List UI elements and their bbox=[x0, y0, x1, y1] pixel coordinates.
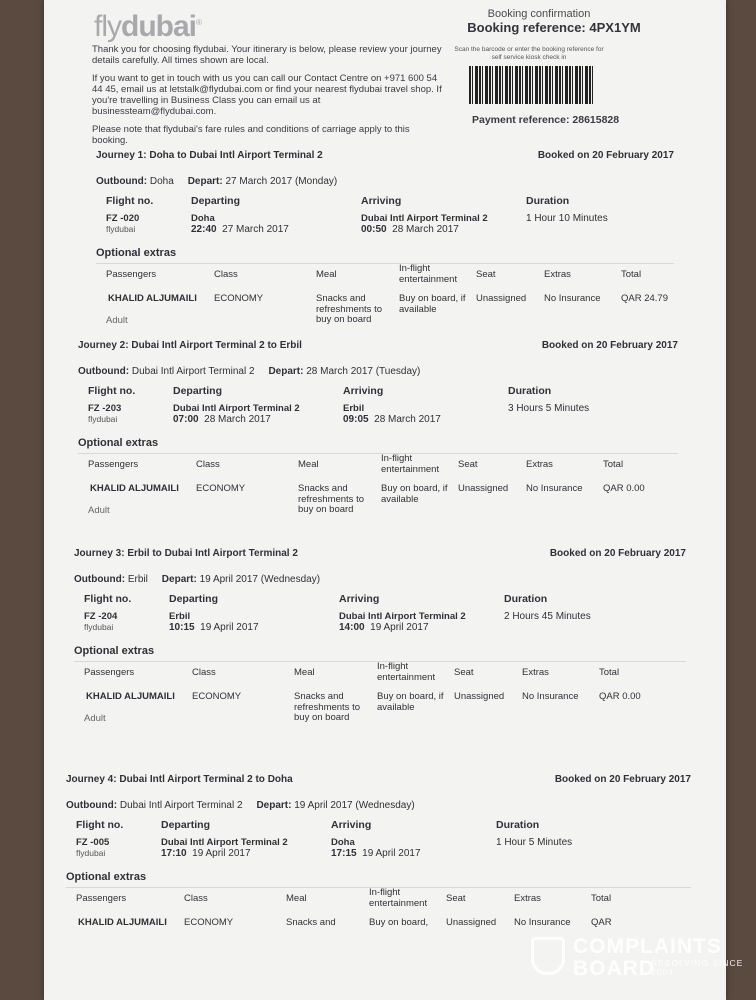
meal-info: Snacks and refreshments to buy on board bbox=[294, 691, 360, 723]
inflight-info: Buy on board, if available bbox=[399, 293, 466, 315]
carrier: flydubai bbox=[106, 224, 136, 234]
journey-section-4 bbox=[66, 774, 691, 959]
departure-place: Doha bbox=[191, 213, 215, 224]
journey-header bbox=[78, 340, 678, 358]
journey-header bbox=[96, 150, 674, 168]
arrival-place: Dubai Intl Airport Terminal 2 bbox=[361, 213, 488, 224]
extras-info: No Insurance bbox=[544, 293, 601, 304]
payment-reference: Payment reference: 28615828 bbox=[472, 114, 620, 126]
outbound-place: Dubai Intl Airport Terminal 2 bbox=[119, 800, 243, 811]
extras-info: No Insurance bbox=[522, 691, 579, 702]
carrier: flydubai bbox=[76, 848, 106, 858]
journey-header bbox=[74, 548, 686, 566]
meal-info: Snacks and refreshments to buy on board bbox=[316, 293, 382, 325]
arrival-date: 19 April 2017 bbox=[370, 622, 429, 633]
inflight-info: Buy on board, if available bbox=[381, 483, 448, 505]
barcode-image bbox=[469, 66, 594, 104]
booked-date: Booked on 20 February 2017 bbox=[537, 150, 674, 161]
departure-place: Dubai Intl Airport Terminal 2 bbox=[173, 403, 300, 414]
flight-duration: 2 Hours 45 Minutes bbox=[504, 611, 591, 622]
journey-title: Journey 1: Doha to Dubai Intl Airport Terminal 2 bbox=[96, 150, 323, 161]
total-price: QAR bbox=[591, 917, 612, 928]
carrier: flydubai bbox=[88, 414, 118, 424]
flight-number: FZ -020 bbox=[106, 213, 140, 224]
journey-title: Journey 4: Dubai Intl Airport Terminal 2 to Doha bbox=[66, 774, 293, 785]
outbound-line: Outbound: Dubai Intl Airport Terminal 2 Depart: 28 March 2017 (Tuesday) bbox=[78, 366, 421, 377]
optional-extras-title: Optional extras bbox=[96, 247, 177, 259]
shield-icon bbox=[531, 937, 565, 975]
outbound-place: Erbil bbox=[127, 574, 148, 585]
outbound-line: Outbound: Erbil Depart: 19 April 2017 (Wednesday) bbox=[74, 574, 321, 585]
flight-number: FZ -204 bbox=[84, 611, 118, 622]
passenger-type: Adult bbox=[106, 315, 128, 326]
depart-date: 28 March 2017 (Tuesday) bbox=[306, 366, 421, 377]
seat-info: Unassigned bbox=[476, 293, 527, 304]
extras-grid: Passengers Class Meal In-flight entertainment Seat Extras Total KHALID ALJUMAILI Adult ECONOMY Snacks and refreshments to buy on board Buy on board, if available Unassigned No Insurance QAR 0.00 bbox=[74, 661, 686, 733]
seat-info: Unassigned bbox=[454, 691, 505, 702]
intro-paragraph: Thank you for choosing flydubai. Your itinerary is below, please review your journey details carefully. All times shown are local. bbox=[92, 44, 442, 66]
contact-paragraph: If you want to get in touch with us you can call our Contact Centre on +971 600 54 44 45, email us at letstalk@flydubai.com or find your nearest flydubai travel shop. If you're travelling in Business Class you can email us at businessteam@flydubai.com. bbox=[92, 73, 442, 117]
outbound-place: Dubai Intl Airport Terminal 2 bbox=[131, 366, 255, 377]
fare-rules-paragraph: Please note that flydubai's fare rules and conditions of carriage apply to this booking. bbox=[92, 124, 410, 146]
flight-grid: Flight no. Departing Arriving Duration FZ -020 flydubai Doha 22:40 27 March 2017 Dubai Intl Airport Terminal 2 00:50 28 March 2017 1 Hour 10 Minutes bbox=[106, 195, 608, 235]
flight-number: FZ -005 bbox=[76, 837, 110, 848]
departure-time: 10:15 bbox=[169, 622, 195, 633]
total-price: QAR 24.79 bbox=[621, 293, 668, 304]
travel-class: ECONOMY bbox=[192, 691, 242, 702]
inflight-info: Buy on board, if available bbox=[377, 691, 444, 713]
passenger-name: KHALID ALJUMAILI bbox=[90, 483, 179, 494]
arrival-place: Dubai Intl Airport Terminal 2 bbox=[339, 611, 466, 622]
journey-title: Journey 3: Erbil to Dubai Intl Airport Terminal 2 bbox=[74, 548, 298, 559]
travel-class: ECONOMY bbox=[214, 293, 264, 304]
flight-duration: 1 Hour 5 Minutes bbox=[496, 837, 573, 848]
outbound-line: Outbound: Doha Depart: 27 March 2017 (Monday) bbox=[96, 176, 338, 187]
departure-date: 28 March 2017 bbox=[204, 414, 271, 425]
departure-date: 19 April 2017 bbox=[200, 622, 259, 633]
depart-date: 27 March 2017 (Monday) bbox=[225, 176, 338, 187]
extras-info: No Insurance bbox=[514, 917, 571, 928]
intro-text bbox=[92, 44, 447, 153]
booked-date: Booked on 20 February 2017 bbox=[541, 340, 678, 351]
flight-duration: 3 Hours 5 Minutes bbox=[508, 403, 590, 414]
journey-section-1 bbox=[96, 150, 674, 335]
flight-duration: 1 Hour 10 Minutes bbox=[526, 213, 608, 224]
arrival-place: Erbil bbox=[343, 403, 365, 414]
departure-time: 22:40 bbox=[191, 224, 217, 235]
passenger-type: Adult bbox=[84, 713, 106, 724]
extras-info: No Insurance bbox=[526, 483, 583, 494]
total-price: QAR 0.00 bbox=[603, 483, 645, 494]
arrival-place: Doha bbox=[331, 837, 355, 848]
meal-info: Snacks and refreshments to buy on board bbox=[298, 483, 364, 515]
passenger-type: Adult bbox=[88, 505, 110, 516]
arrival-date: 28 March 2017 bbox=[392, 224, 459, 235]
extras-grid: Passengers Class Meal In-flight entertainment Seat Extras Total KHALID ALJUMAILI ECONOMY Snacks and Buy on board, Unassigned No Insurance QAR bbox=[66, 887, 691, 959]
total-price: QAR 0.00 bbox=[599, 691, 641, 702]
complaints-board-watermark: COMPLAINTS BOARD RESOLVING SINCE 2004 bbox=[531, 935, 756, 981]
departure-place: Erbil bbox=[169, 611, 191, 622]
seat-info: Unassigned bbox=[446, 917, 497, 928]
depart-date: 19 April 2017 (Wednesday) bbox=[294, 800, 415, 811]
extras-grid: Passengers Class Meal In-flight entertainment Seat Extras Total KHALID ALJUMAILI Adult ECONOMY Snacks and refreshments to buy on board Buy on board, if available Unassigned No Insurance QAR 24.79 bbox=[96, 263, 674, 335]
arrival-time: 14:00 bbox=[339, 622, 365, 633]
depart-date: 19 April 2017 (Wednesday) bbox=[199, 574, 321, 585]
departure-date: 27 March 2017 bbox=[222, 224, 289, 235]
outbound-line: Outbound: Dubai Intl Airport Terminal 2 Depart: 19 April 2017 (Wednesday) bbox=[66, 800, 415, 811]
inflight-info: Buy on board, bbox=[369, 917, 429, 928]
optional-extras-title: Optional extras bbox=[78, 437, 159, 449]
passenger-name: KHALID ALJUMAILI bbox=[86, 691, 175, 702]
passenger-name: KHALID ALJUMAILI bbox=[78, 917, 167, 928]
booking-reference: Booking reference: 4PX1YM bbox=[467, 20, 641, 35]
departure-time: 07:00 bbox=[173, 414, 199, 425]
seat-info: Unassigned bbox=[458, 483, 509, 494]
travel-class: ECONOMY bbox=[184, 917, 234, 928]
optional-extras-title: Optional extras bbox=[66, 871, 147, 883]
departure-place: Dubai Intl Airport Terminal 2 bbox=[161, 837, 288, 848]
flight-grid: Flight no. Departing Arriving Duration FZ -204 flydubai Erbil 10:15 19 April 2017 Dubai Intl Airport Terminal 2 14:00 19 April 2017 2 Hours 45 Minutes bbox=[84, 593, 591, 633]
booked-date: Booked on 20 February 2017 bbox=[554, 774, 691, 785]
passenger-name: KHALID ALJUMAILI bbox=[108, 293, 197, 304]
journey-header bbox=[66, 774, 691, 792]
flydubai-logo: flydubai® bbox=[94, 10, 201, 43]
arrival-date: 28 March 2017 bbox=[374, 414, 441, 425]
travel-class: ECONOMY bbox=[196, 483, 246, 494]
flight-number: FZ -203 bbox=[88, 403, 122, 414]
departure-time: 17:10 bbox=[161, 848, 187, 859]
extras-grid: Passengers Class Meal In-flight entertainment Seat Extras Total KHALID ALJUMAILI Adult ECONOMY Snacks and refreshments to buy on board Buy on board, if available Unassigned No Insurance QAR 0.00 bbox=[78, 453, 678, 525]
journey-title: Journey 2: Dubai Intl Airport Terminal 2 to Erbil bbox=[78, 340, 302, 351]
optional-extras-title: Optional extras bbox=[74, 645, 155, 657]
departure-date: 19 April 2017 bbox=[192, 848, 251, 859]
arrival-time: 00:50 bbox=[361, 224, 387, 235]
arrival-time: 09:05 bbox=[343, 414, 369, 425]
journey-section-2 bbox=[78, 340, 678, 525]
confirmation-title: Booking confirmation bbox=[487, 8, 591, 20]
scan-note: Scan the barcode or enter the booking reference for self service kiosk check in bbox=[454, 46, 604, 61]
journey-section-3 bbox=[74, 548, 686, 733]
meal-info: Snacks and bbox=[286, 917, 336, 928]
booking-document bbox=[44, 0, 744, 1000]
arrival-date: 19 April 2017 bbox=[362, 848, 421, 859]
flight-grid: Flight no. Departing Arriving Duration FZ -203 flydubai Dubai Intl Airport Terminal 2 07:00 28 March 2017 Erbil 09:05 28 March 2017 3 Hours 5 Minutes bbox=[88, 385, 590, 425]
flight-grid: Flight no. Departing Arriving Duration FZ -005 flydubai Dubai Intl Airport Terminal 2 17:10 19 April 2017 Doha 17:15 19 April 2017 1 Hour 5 Minutes bbox=[76, 819, 573, 859]
carrier: flydubai bbox=[84, 622, 114, 632]
outbound-place: Doha bbox=[149, 176, 174, 187]
booked-date: Booked on 20 February 2017 bbox=[549, 548, 686, 559]
arrival-time: 17:15 bbox=[331, 848, 357, 859]
